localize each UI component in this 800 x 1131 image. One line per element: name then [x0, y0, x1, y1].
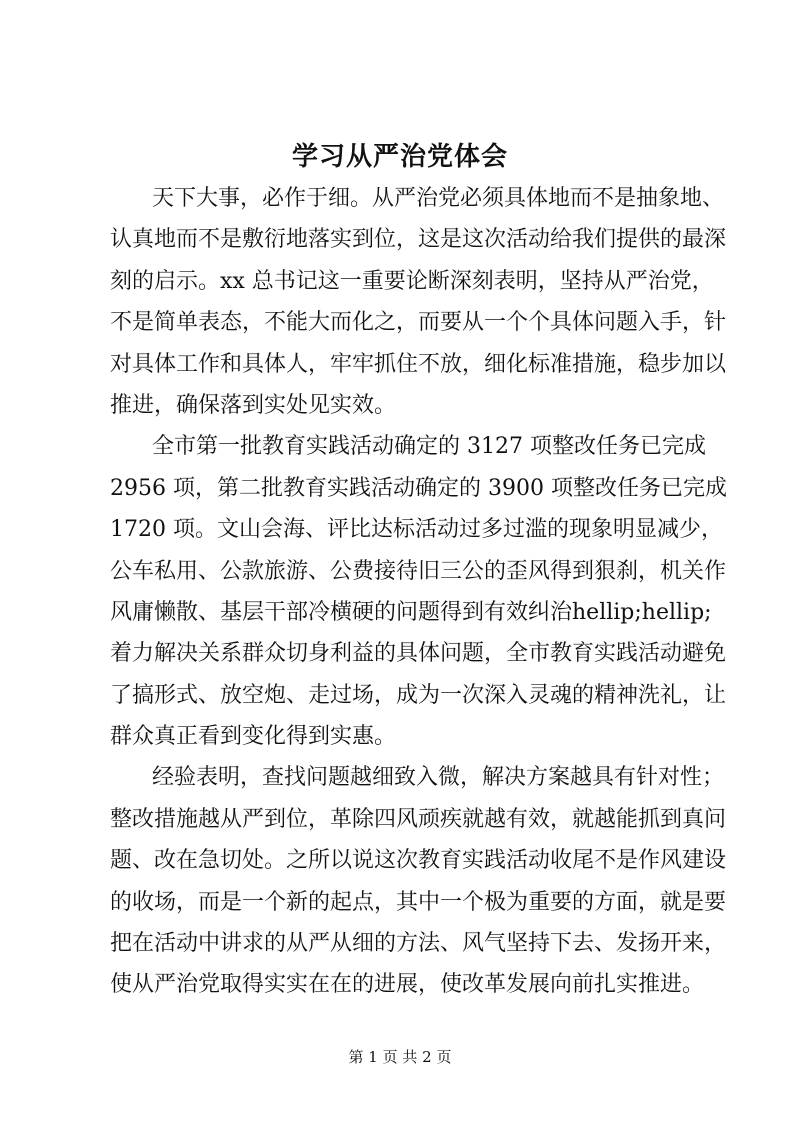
text-line: 不是简单表态，不能大而化之，而要从一个个具体问题入手，针	[110, 310, 727, 336]
page-footer: 第 1 页 共 2 页	[348, 1048, 452, 1066]
text-line: 1720 项。文山会海、评比达标活动过多过滥的现象明显减少，	[110, 517, 723, 543]
text-line: 全市第一批教育实践活动确定的 3127 项整改任务已完成	[152, 434, 706, 460]
text-line: 天下大事，必作于细。从严治党必须具体地而不是抽象地、	[152, 186, 725, 211]
text-line: 把在活动中讲求的从严从细的方法、风气坚持下去、发扬开来，	[110, 931, 727, 957]
text-line: 了搞形式、放空炮、走过场，成为一次深入灵魂的精神洗礼，让	[110, 682, 727, 708]
text-line: 推进，确保落到实处见实效。	[110, 392, 397, 418]
text-line: 的收场，而是一个新的起点，其中一个极为重要的方面，就是要	[110, 889, 727, 915]
text-line: 经验表明，查找问题越细致入微，解决方案越具有针对性；	[152, 765, 725, 791]
text-line: 认真地而不是敷衍地落实到位，这是这次活动给我们提供的最深	[110, 227, 727, 253]
text-line: 着力解决关系群众切身利益的具体问题，全市教育实践活动避免	[110, 641, 727, 667]
text-line: 使从严治党取得实实在在的进展，使改革发展向前扎实推进。	[110, 972, 705, 998]
text-line: 对具体工作和具体人，牢牢抓住不放，细化标准措施，稳步加以	[110, 351, 727, 377]
text-line: 公车私用、公款旅游、公费接待旧三公的歪风得到狠刹，机关作	[110, 558, 727, 584]
text-line: 群众真正看到变化得到实惠。	[110, 724, 397, 750]
document-body	[110, 178, 727, 1006]
text-line: 刻的启示。xx 总书记这一重要论断深刻表明，坚持从严治党，	[110, 268, 714, 294]
text-line: 风庸懒散、基层干部冷横硬的问题得到有效纠治hellip;hellip;	[110, 599, 712, 625]
document-title: 学习从严治党体会	[291, 142, 508, 172]
text-line: 题、改在急切处。之所以说这次教育实践活动收尾不是作风建设	[110, 848, 727, 874]
text-line: 整改措施越从严到位，革除四风顽疾就越有效，就越能抓到真问	[110, 806, 727, 832]
text-line: 2956 项，第二批教育实践活动确定的 3900 项整改任务已完成	[110, 475, 727, 501]
